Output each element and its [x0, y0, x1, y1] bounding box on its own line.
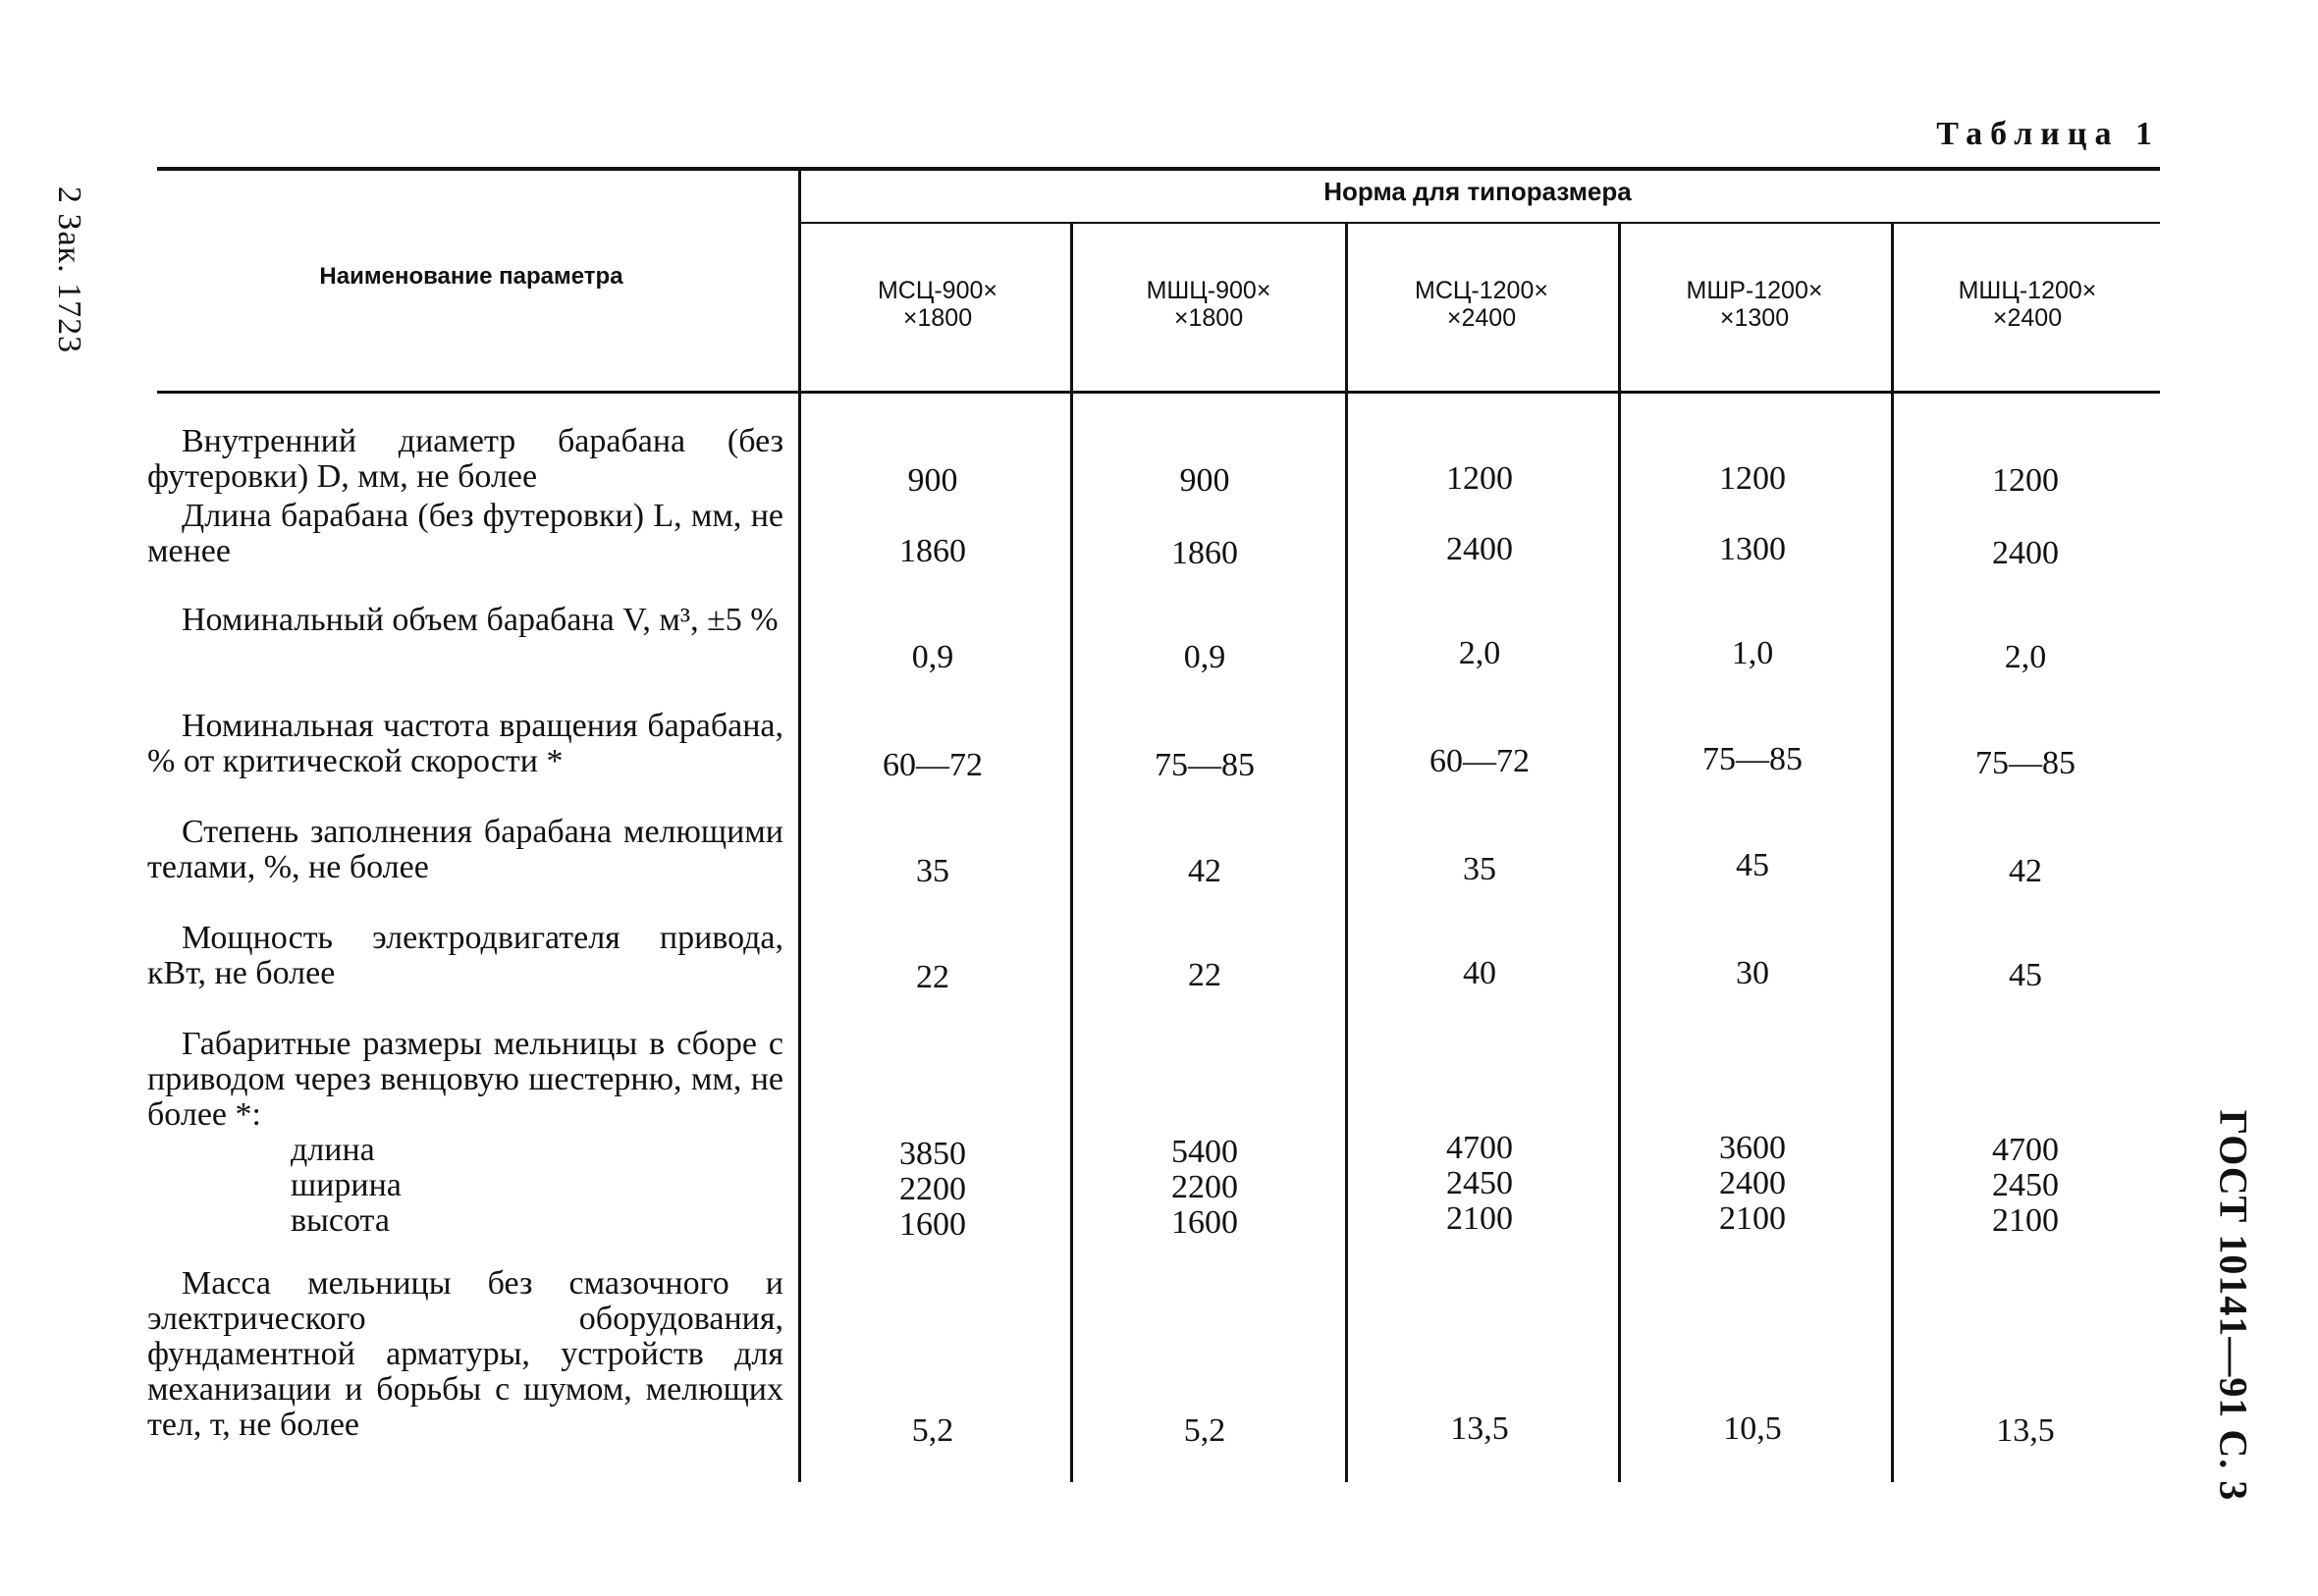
model-line: МШР-1200× — [1686, 277, 1823, 304]
norm-header-rule — [800, 222, 2160, 224]
column-divider — [1891, 224, 1894, 1482]
table-cell: 4700 — [1446, 1130, 1513, 1166]
table-cell: 5400 — [1171, 1134, 1238, 1170]
table-cell: 0,9 — [911, 639, 954, 675]
standard-reference-margin — [2199, 1099, 2268, 1512]
table-cell: 10,5 — [1723, 1410, 1782, 1447]
table-cell: 2200 — [899, 1171, 966, 1207]
subrow-label: ширина — [291, 1167, 402, 1203]
table-cell: 60—72 — [1429, 743, 1530, 779]
table-cell: 1,0 — [1731, 635, 1774, 671]
table-cell: 42 — [2009, 853, 2042, 889]
model-line: ×1800 — [1173, 304, 1244, 332]
table-cell: 13,5 — [1450, 1410, 1509, 1447]
table-cell: 2100 — [1719, 1200, 1786, 1237]
param-name: Внутренний диаметр барабана (без футеровки) D, мм, не более — [147, 423, 783, 495]
table-cell: 1600 — [1171, 1204, 1238, 1241]
subrow-label: высота — [291, 1202, 390, 1239]
table-cell: 75—85 — [1975, 745, 2075, 781]
table-cell: 22 — [1188, 957, 1221, 993]
table-cell: 2450 — [1446, 1165, 1513, 1201]
param-column-header: Наименование параметра — [319, 263, 623, 290]
table-cell: 1860 — [1171, 535, 1238, 571]
table-cell: 35 — [1463, 851, 1496, 887]
table-cell: 1600 — [899, 1206, 966, 1243]
table-cell: 45 — [1736, 847, 1769, 883]
standard-page-label: ГОСТ 10141—91 С. 3 — [2211, 1109, 2256, 1502]
table-cell: 3600 — [1719, 1130, 1786, 1166]
table-cell: 2400 — [1992, 535, 2059, 571]
table-cell: 900 — [1179, 462, 1230, 499]
model-line: ×1300 — [1719, 304, 1790, 332]
table-cell: 2400 — [1719, 1165, 1786, 1201]
column-divider — [1070, 224, 1073, 1482]
model-header — [1349, 277, 1614, 332]
model-header — [805, 277, 1070, 332]
table-cell: 2,0 — [2004, 639, 2047, 675]
table-cell: 900 — [907, 462, 958, 499]
table-cell: 2400 — [1446, 531, 1513, 567]
table-cell: 5,2 — [1183, 1412, 1226, 1449]
model-line: МСЦ-1200× — [1415, 277, 1548, 304]
order-number: 2 Зак. 1723 — [51, 186, 87, 354]
table-cell: 13,5 — [1996, 1412, 2055, 1449]
table-cell: 1200 — [1446, 460, 1513, 497]
model-line: МШЦ-900× — [1146, 277, 1271, 304]
table-cell: 2100 — [1992, 1202, 2059, 1239]
model-header — [1622, 277, 1887, 332]
table-cell: 2200 — [1171, 1169, 1238, 1205]
column-divider — [798, 171, 801, 1482]
table-cell: 40 — [1463, 955, 1496, 991]
table-cell: 2100 — [1446, 1200, 1513, 1237]
table-cell: 0,9 — [1183, 639, 1226, 675]
table-top-rule — [157, 167, 2160, 171]
page-number-margin — [39, 147, 98, 393]
param-name: Масса мельницы без смазочного и электрического оборудования, фундаментной арматуры, устройств для механизации и борьбы с шумом, мелющих тел, т, не более — [147, 1265, 783, 1443]
table-cell: 75—85 — [1702, 741, 1803, 777]
model-line: ×1800 — [902, 304, 973, 332]
table-cell: 1200 — [1719, 460, 1786, 497]
table-cell: 30 — [1736, 955, 1769, 991]
table-cell: 45 — [2009, 957, 2042, 993]
param-name: Мощность электродвигателя привода, кВт, не более — [147, 920, 783, 991]
subrow-label: длина — [291, 1132, 375, 1168]
model-line: ×2400 — [1992, 304, 2063, 332]
table-cell: 5,2 — [911, 1412, 954, 1449]
model-line: ×2400 — [1446, 304, 1517, 332]
table-cell: 35 — [916, 853, 949, 889]
param-name: Номинальная частота вращения барабана, % от критической скорости * — [147, 708, 783, 779]
param-name: Степень заполнения барабана мелющими телами, %, не более — [147, 814, 783, 885]
table-cell: 42 — [1188, 853, 1221, 889]
table-cell: 75—85 — [1155, 747, 1255, 783]
table-cell: 1860 — [899, 533, 966, 569]
model-header — [1076, 277, 1341, 332]
table-cell: 4700 — [1992, 1132, 2059, 1168]
model-line: МШЦ-1200× — [1958, 277, 2097, 304]
table-cell: 3850 — [899, 1136, 966, 1172]
table-cell: 1300 — [1719, 531, 1786, 567]
table-cell: 22 — [916, 959, 949, 995]
table-cell: 60—72 — [883, 747, 983, 783]
header-bottom-rule — [157, 391, 2160, 394]
param-name: Длина барабана (без футеровки) L, мм, не менее — [147, 498, 783, 569]
model-header — [1895, 277, 2160, 332]
param-name: Номинальный объем барабана V, м³, ±5 % — [182, 602, 779, 638]
param-name: Габаритные размеры мельницы в сборе с приводом через венцовую шестерню, мм, не более *: — [147, 1026, 783, 1133]
norm-column-header: Норма для типоразмера — [1323, 177, 1632, 206]
model-line: МСЦ-900× — [877, 277, 997, 304]
table-cell: 1200 — [1992, 462, 2059, 499]
table-cell: 2450 — [1992, 1167, 2059, 1203]
table-cell: 2,0 — [1458, 635, 1501, 671]
table-title: Таблица 1 — [1936, 116, 2160, 152]
